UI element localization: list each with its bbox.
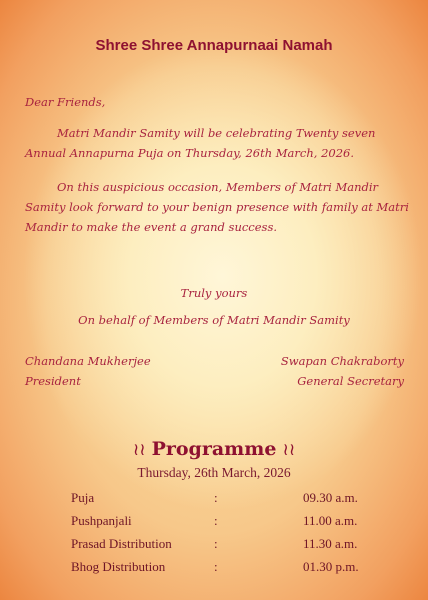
signatory-president bbox=[25, 351, 151, 391]
signatory-general-secretary bbox=[281, 351, 404, 391]
signatory-role: General Secretary bbox=[297, 374, 404, 388]
signatory-role: President bbox=[25, 374, 81, 388]
programme-heading bbox=[0, 438, 428, 460]
announcement-paragraph: Matri Mandir Samity will be celebrating Twenty seven Annual Annapurna Puja on Thursday, 26th March, 2026. bbox=[25, 126, 376, 160]
separator: : bbox=[214, 536, 218, 551]
ornament-left-icon: ≀≀ bbox=[132, 440, 146, 460]
separator: : bbox=[214, 513, 218, 528]
schedule-row bbox=[71, 488, 381, 511]
separator: : bbox=[214, 490, 218, 505]
event-name: Puja bbox=[71, 490, 95, 505]
event-name: Pushpanjali bbox=[71, 513, 132, 528]
invocation-title: Shree Shree Annapurnaai Namah bbox=[95, 37, 333, 54]
signatory-name: Chandana Mukherjee bbox=[25, 354, 151, 368]
closing-line: Truly yours bbox=[180, 286, 248, 300]
ornament-right-icon: ≀≀ bbox=[282, 440, 296, 460]
programme-date: Thursday, 26th March, 2026 bbox=[137, 465, 291, 480]
schedule-row bbox=[71, 511, 381, 534]
event-time: 01.30 p.m. bbox=[303, 559, 359, 574]
invitation-paragraph: On this auspicious occasion, Members of Matri Mandir Samity look forward to your benign presence with family at Matri Mandir to make the event a grand success. bbox=[25, 180, 409, 234]
event-name: Bhog Distribution bbox=[71, 559, 166, 574]
programme-heading-text: Programme bbox=[151, 438, 277, 460]
on-behalf-line: On behalf of Members of Matri Mandir Samity bbox=[78, 313, 350, 327]
signatory-name: Swapan Chakraborty bbox=[280, 354, 404, 368]
greeting: Dear Friends, bbox=[25, 95, 106, 109]
event-name: Prasad Distribution bbox=[71, 536, 172, 551]
schedule-row bbox=[71, 557, 381, 580]
separator: : bbox=[214, 559, 218, 574]
event-time: 09.30 a.m. bbox=[303, 490, 358, 505]
event-time: 11.30 a.m. bbox=[303, 536, 358, 551]
event-time: 11.00 a.m. bbox=[303, 513, 358, 528]
programme-schedule bbox=[71, 488, 381, 580]
schedule-row bbox=[71, 534, 381, 557]
